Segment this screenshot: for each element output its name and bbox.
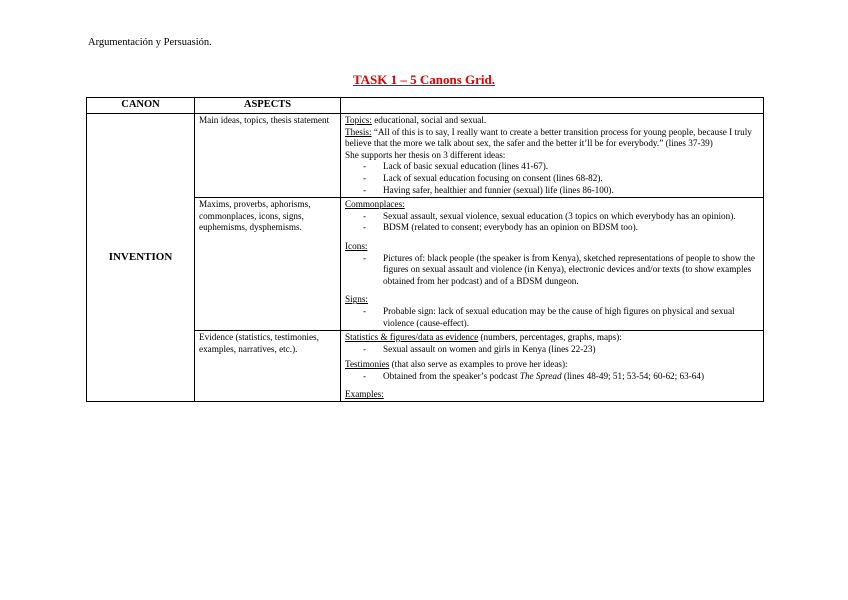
signs-list <box>345 306 759 329</box>
list-item <box>383 371 759 383</box>
list-item: - Lack of basic sexual education (lines 41-67). <box>383 161 759 173</box>
content-cell <box>341 198 764 331</box>
content-cell <box>341 114 764 198</box>
aspect-cell: Maxims, proverbs, aphorisms, commonplaces, icons, signs, euphemisms, dysphemisms. <box>195 198 341 331</box>
thesis-label: Thesis: <box>345 126 372 137</box>
aspect-cell: Main ideas, topics, thesis statement <box>195 114 341 198</box>
stats-list <box>345 344 759 356</box>
canon-invention: INVENTION <box>87 114 195 402</box>
document-header: Argumentación y Persuasión. <box>88 37 212 48</box>
podcast-title: The Spread <box>519 370 562 381</box>
stats-line <box>345 332 759 344</box>
stats-text: (numbers, percentages, graphs, maps): <box>478 332 622 343</box>
list-item: - Pictures of: black people (the speaker is from Kenya), sketched representations of people to show the figures on sexual assault and violence (in Kenya), electronic devices and/or texts (to show examples obtained from her podcast) and of a BDSM dungeon. <box>383 253 759 288</box>
commonplaces-list <box>345 211 759 234</box>
examples-label: Examples: <box>345 389 384 400</box>
signs-label: Signs: <box>345 294 368 305</box>
thesis-line <box>345 127 759 150</box>
canons-grid-table <box>86 97 764 402</box>
supports-line: She supports her thesis on 3 different ideas: <box>345 149 506 160</box>
commonplaces-label: Commonplaces: <box>345 199 405 210</box>
table-header-row <box>87 98 764 114</box>
list-item: - Probable sign: lack of sexual education may be the cause of high figures on physical and sexual violence (cause-effect). <box>383 306 759 329</box>
task-title: TASK 1 – 5 Canons Grid. <box>352 72 496 87</box>
stats-label: Statistics & figures/data as evidence <box>345 332 479 343</box>
table-row <box>87 114 764 198</box>
canon-header: CANON <box>87 98 195 114</box>
testimonies-list <box>345 371 759 383</box>
icons-label: Icons: <box>345 240 368 251</box>
content-cell <box>341 331 764 402</box>
testimonies-text: (that also serve as examples to prove her ideas): <box>389 359 568 370</box>
testimonies-label: Testimonies <box>345 359 390 370</box>
testimonies-line <box>345 359 759 371</box>
icons-list <box>345 253 759 288</box>
topics-line <box>345 115 759 127</box>
list-item: - Sexual assault, sexual violence, sexual education (3 topics on which everybody has an opinion). <box>383 211 759 223</box>
testimony-lines: (lines 48-49; 51; 53-54; 60-62; 63-64) <box>561 370 704 381</box>
list-item: - Sexual assault on women and girls in Kenya (lines 22-23) <box>383 344 759 356</box>
topics-label: Topics: <box>345 115 372 125</box>
thesis-text: “All of this is to say, I really want to create a better transition process for young people, because I truly believe that the more we talk about sex, the safer and the better it’ll be for everybody.” (lines 37-39) <box>345 126 752 149</box>
aspect-cell: Evidence (statistics, testimonies, examples, narratives, etc.). <box>195 331 341 402</box>
list-item: - BDSM (related to consent; everybody has an opinion on BDSM too). <box>383 222 759 234</box>
testimony-prefix: Obtained from the speaker’s podcast <box>383 370 520 381</box>
ideas-list <box>345 161 759 196</box>
list-item: - Lack of sexual education focusing on consent (lines 68-82). <box>383 173 759 185</box>
list-item: - Having safer, healthier and funnier (sexual) life (lines 86-100). <box>383 185 759 197</box>
content-header <box>341 98 764 114</box>
topics-text: educational, social and sexual. <box>371 115 487 125</box>
aspects-header: ASPECTS <box>195 98 341 114</box>
